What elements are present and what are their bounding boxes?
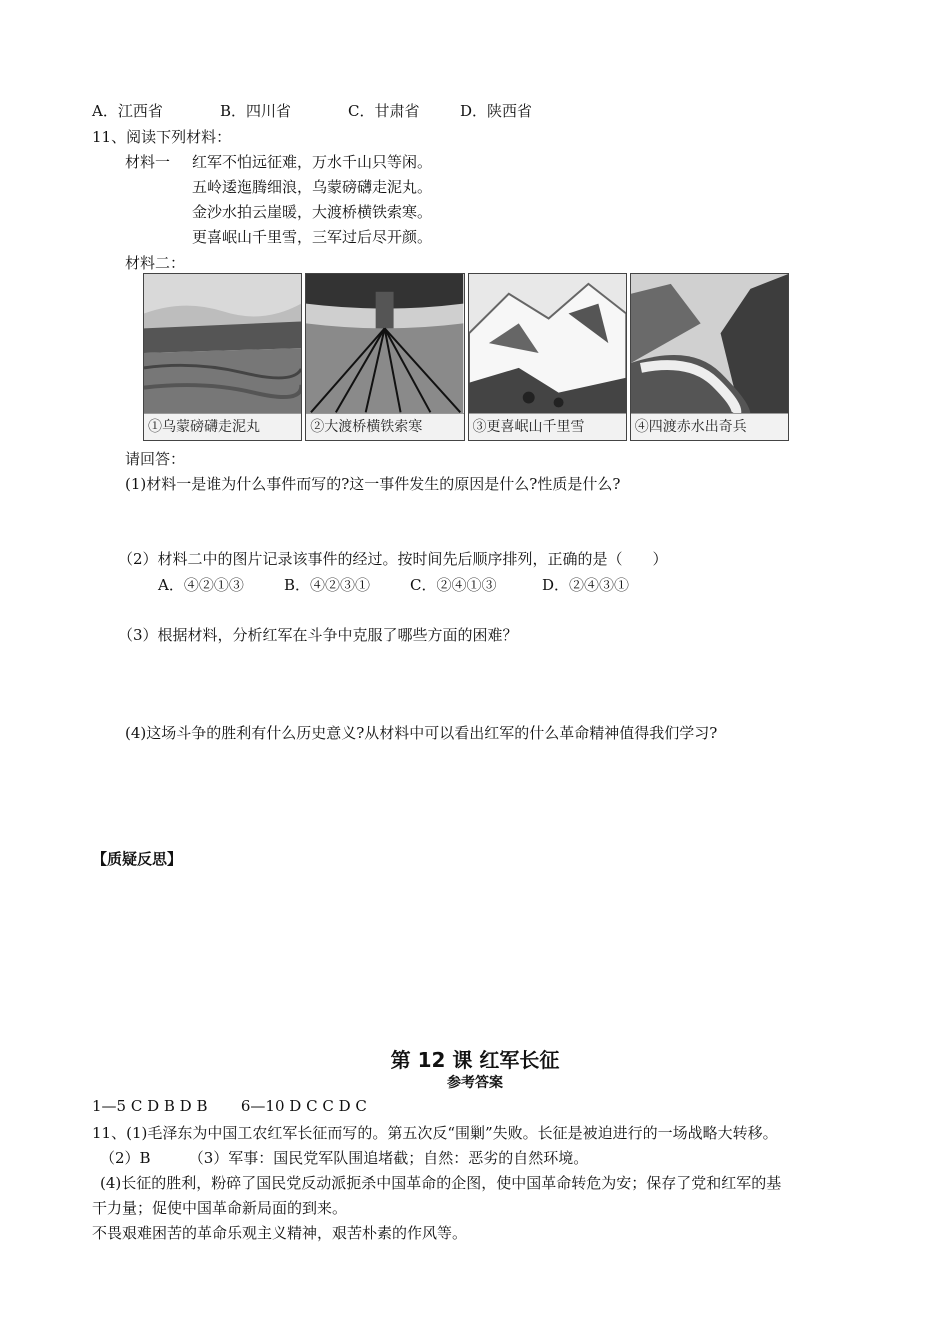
- sub2-option-b: B．④②③①: [284, 576, 371, 594]
- photo-caption-1: ①乌蒙磅礴走泥丸: [144, 413, 301, 440]
- answer-11-1: 11、(1)毛泽东为中国工农红军长征而写的。第五次反“围剿”失败。长征是被迫进行的一场战略大转移。: [92, 1124, 778, 1142]
- sub-question-2-options: [158, 574, 629, 595]
- q10-option-d: D．陕西省: [460, 102, 533, 120]
- poem-line-2: 五岭逶迤腾细浪，乌蒙磅礴走泥丸。: [192, 178, 433, 196]
- answers-subtitle: 参考答案: [447, 1075, 503, 1091]
- snow-mountain-image: [468, 273, 627, 441]
- chain-bridge-image: [305, 273, 464, 441]
- photo-caption-4: ④四渡赤水出奇兵: [631, 413, 788, 440]
- answer-prompt: 请回答：: [125, 450, 186, 468]
- sub2-option-c: C．②④①③: [410, 576, 497, 594]
- poem-line-4: 更喜岷山千里雪，三军过后尽开颜。: [192, 228, 433, 246]
- material2-label: 材料二：: [125, 254, 186, 272]
- sub-question-1: (1)材料一是谁为什么事件而写的?这一事件发生的原因是什么?性质是什么?: [125, 475, 621, 493]
- sub-question-4: (4)这场斗争的胜利有什么历史意义?从材料中可以看出红军的什么革命精神值得我们学习?: [125, 724, 718, 742]
- sub-question-2: （2）材料二中的图片记录该事件的经过。按时间先后顺序排列，正确的是（ ）: [118, 550, 668, 568]
- q10-option-c: C．甘肃省: [348, 102, 420, 120]
- answer-11-4-line-2: 干力量；促使中国革命新局面的到来。: [92, 1199, 348, 1217]
- q10-option-b: B．四川省: [220, 102, 292, 120]
- poem-line-3: 金沙水拍云崖暖，大渡桥横铁索寒。: [192, 203, 433, 221]
- river-valley-image: [630, 273, 789, 441]
- q10-option-a: A．江西省: [92, 102, 163, 120]
- q11-intro: 11、阅读下列材料：: [92, 128, 232, 146]
- sub2-option-a: A．④②①③: [158, 576, 244, 594]
- photo-caption-2: ②大渡桥横铁索寒: [306, 413, 463, 440]
- material2-photo-strip: [143, 273, 789, 441]
- q10-options: [92, 100, 532, 121]
- answer-11-4-line-1: (4)长征的胜利，粉碎了国民党反动派扼杀中国革命的企图，使中国革命转危为安；保存了党和红军的基: [100, 1174, 782, 1192]
- reflection-heading: 【质疑反思】: [92, 850, 183, 868]
- material1-label: 材料一: [125, 153, 171, 171]
- choice-answers: 1—5 C D B D B 6—10 D C C D C: [92, 1097, 367, 1115]
- sub-question-3: （3）根据材料，分析红军在斗争中克服了哪些方面的困难？: [118, 626, 518, 644]
- answers-title: 第 12 课 红军长征: [390, 1048, 560, 1072]
- photo-caption-3: ③更喜岷山千里雪: [469, 413, 626, 440]
- sub2-option-d: D．②④③①: [542, 576, 630, 594]
- answer-11-4-line-3: 不畏艰难困苦的革命乐观主义精神，艰苦朴素的作风等。: [92, 1224, 468, 1242]
- plateau-landscape-image: [143, 273, 302, 441]
- answer-11-2-3: （2）B （3）军事：国民党军队围追堵截；自然：恶劣的自然环境。: [100, 1149, 589, 1167]
- poem-line-1: 红军不怕远征难，万水千山只等闲。: [192, 153, 433, 171]
